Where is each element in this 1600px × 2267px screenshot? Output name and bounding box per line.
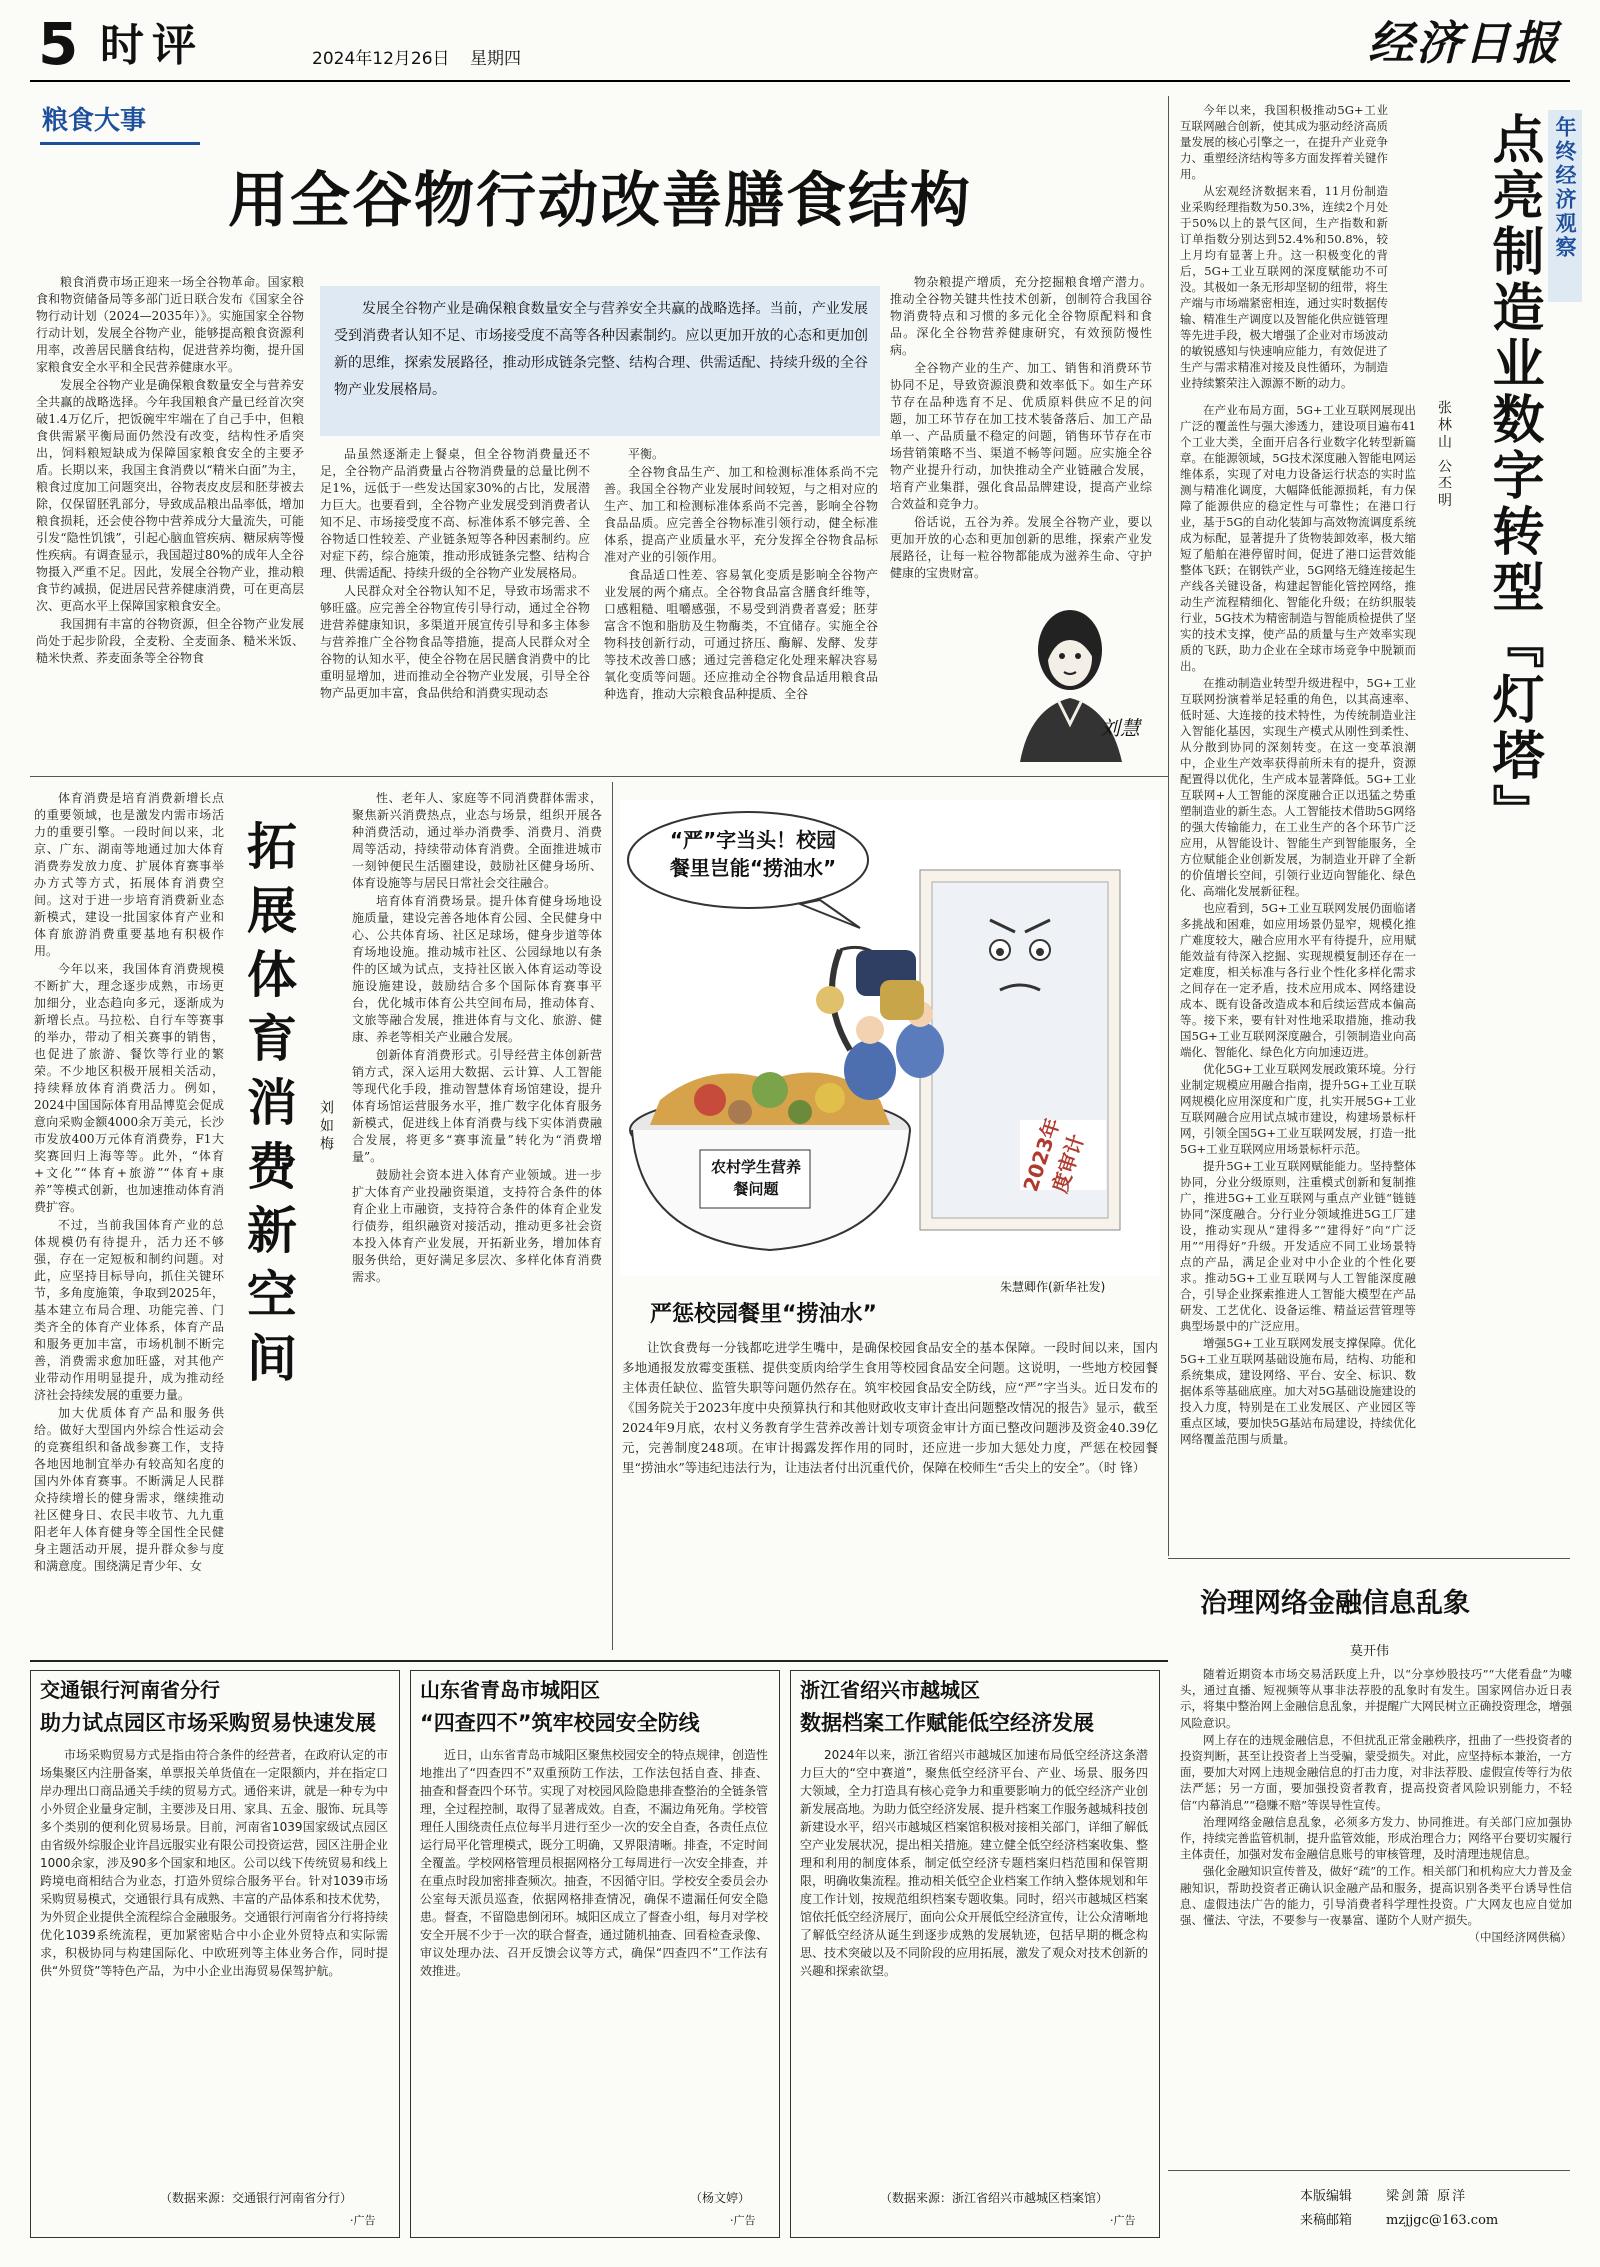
ad3-body: 2024年以来，浙江省绍兴市越城区加速布局低空经济这条潜力巨大的“空中赛道”，聚焦低空经济平台、产业、场景、服务四大领域，全力打造具有核心竞争力和重要影响力的低空经济产业创新发展高地。为助力低空经济发展、提升档案工作服务越城科技创新建设水平，绍兴市越城区档案馆积极对接相关部门，详细了解低空产业发展状况，提出相关措施。建立健全低空经济档案收集、整理和利用的制度体系，制定低空经济专题档案归档范围和保管期限，明确收集流程。推动相关低空企业档案工作纳入整体规划和年度工作计划，按规范组织档案专题收集。同时，绍兴市越城区档案馆依托低空经济展厅，面向公众开展低空经济宣传，让公众清晰地了解低空经济从诞生到逐步成熟的发展轨迹，包括早期的概念构思、技术突破以及不同阶段的应用拓展，激发了观众对技术创新的兴趣和探索欲望。 xyxy=(800,1748,1148,1978)
ad2-body: 近日，山东省青岛市城阳区聚焦校园安全的特点规律，创造性地推出了“四查四不”双重预防工作法，工作法包括自查、排查、抽查和督查四个环节。实现了对校园风险隐患排查整治的全链条管理，全过程控制，取得了显著成效。自查，不漏边角死角。学校管理任人围绕责任点位每半月进行至少一次的安全自查，各责任点位运行局平化管理模式，既分工明确，又界限清晰。排查，不定时间全覆盖。学校网格管理员根据网格分工每周进行一次安全排查，并在重点时段加密排查频次。抽查，不因循守旧。学校安全委员会办公室每天派员巡查，依据网格排查情况，确保不遗漏任何安全隐患。督查，不留隐患倒闭环。城阳区成立了督查小组，每月对学校安全开展不少于一次的联合督查，通过随机抽查、回看检查录像、审议处理办法、召开反馈会议等方式，确保“四查四不”工作法有效推进。 xyxy=(420,1748,768,1978)
grain-col4: 物杂粮提产增质，充分挖掘粮食增产潜力。推动全谷物关键共性技术创新，创制符合我国谷物消费特点和习惯的多元化全谷物原配料和食品。深化全谷物营养健康研究，有效预防慢性病。 全谷物产业的生产、加工、销售和消费环节协同不足，导致资源浪费和效率低下。如生产环节存在品种选育不足、优质原料供应不足的问题，加工环节存在加工技术装备落后、加工产品单一、产品质量不稳定的问题，销售环节存在市场营销策略不当、渠道不畅等问题。应实施全谷物产业提升行动，加快推动全产业链融合发展，培育产业集群，强化食品品牌建设，提高产业综合效益和竞争力。 俗话说，五谷为养。发展全谷物产业，要以更加开放的心态和更加创新的思维，探索产业发展路径，让每一粒谷物都能成为滋养生命、守护健康的宝贵财富。 xyxy=(890,275,1152,580)
manufacturing-lead: 今年以来，我国积极推动5G+工业互联网融合创新，使其成为驱动经济高质量发展的核心引擎之一，在提升产业竞争力、重塑经济结构等多方面发挥着关键作用。 从宏观经济数据来看，11月份制造业采购经理指数为50.3%，连续2个月处于50%以上的景气区间，生产指数和新订单指数分别达到52.4%和50.8%，较上月均有显著上升。这一积极变化的背后，5G+工业互联网的深度赋能功不可没。其极如一条无形却坚韧的纽带，将生产端与市场端紧密相连，通过实时数据传输、精准生产调度以及智能化供应链管理等先进手段，极大增强了企业对市场波动的敏锐感知与快速响应能力，有效促进了生产与需求精准对接及良性循环，为制造业持续繁荣注入源源不断的动力。 xyxy=(1180,103,1388,390)
sports-col2: 性、老年人、家庭等不同消费群体需求，聚焦新兴消费热点，业态与场景，组织开展各种消费活动，通过举办消费季、消费月、消费周等活动，持续带动体育消费。全面推进城市一刻钟便民生活圈建设，鼓励社区健身场所、体育设施等与居民日常社会交往融合。 培育体育消费场景。提升体育健身场地设施质量，建设完善各地体育公园、全民健身中心、公共体育场、社区足球场，健身步道等体育场地设施。推动城市社区、公园绿地以有条件的区域为试点，支持社区嵌入体育运动等设施设施建设，鼓励结合多个国际体育赛事平台，优化城市体育公共空间布局，推动体育、文旅等融合发展，推进体育与文化、旅游、健康、养老等相关产业融合发展。 创新体育消费形式。引导经营主体创新营销方式，深入运用大数据、云计算、人工智能等现代化手段，推动智慧体育场馆建设，提升体育场馆运营服务水平，推广数字化体育服务新模式，促进线上体育消费与线下实体消费融合发展，将更多“赛事流量”转化为“消费增量”。 鼓励社会资本进入体育产业领域。进一步扩大体育产业投融资渠道，支持符合条件的体育企业上市融资，支持符合条件的体育企业发行债券，组织融资对接活动，推动更多社会资本投入体育产业发展，开拓新业务，增加体育服务供给，更好满足多层次、多样化体育消费需求。 xyxy=(352,791,602,1284)
grain-headline: 用全谷物行动改善膳食结构 xyxy=(228,166,972,236)
cartoon-text: 让饮食费每一分钱都吃进学生嘴中，是确保校园食品安全的基本保障。一段时间以来，国内多地通报发放霉变蛋糕、提供变质肉给学生食用等校园食品安全问题。这说明，一些地方校园餐主体责任缺位、监管失职等问题仍然存在。筑牢校园食品安全防线，应“严”字当头。近日发布的《国务院关于2023年度中央预算执行和其他财政收支审计查出问题整改情况的报告》显示，截至2024年9月底，农村义务教育学生营养改善计划专项资金审计方面已整改问题涉及资金40.39亿元，完善制度248项。在审计揭露发挥作用的同时，还应进一步加大惩处力度，严惩在校园餐里“捞油水”等违纪违法行为，让违法者付出沉重代价，保障在校师生“舌尖上的安全”。（时 锋） xyxy=(622,1340,1158,1475)
ad1-body: 市场采购贸易方式是指由符合条件的经营者，在政府认定的市场集聚区内注册备案，单票报关单货值在一定限额内，并在指定口岸办理出口商品通关手续的贸易方式。通俗来讲，就是一种专为中小外贸企业量身定制，主要涉及日用、家具、五金、服饰、玩具等多个类别的便利化贸易场景。目前，河南省1039国家级试点园区由省级外综服企业许昌远服实业有限公司投资运营，园区注册企业1000余家，涉及90多个国家和地区。公司以线下传统贸易和线上跨境电商相结合为业态，打造外贸综合服务平台。针对1039市场采购贸易模式，交通银行具有成熟、丰富的产品体系和技术优势，为外贸企业提供全流程综合金融服务。交通银行河南省分行将持续优化1039系统流程，更加紧密贴合中小企业外贸特点和实际需求，积极协同与构建国际化、中欧班列等主体业务合作，同时提供“外贸贷”等特色产品，为中小企业出海贸易保驾护航。 xyxy=(40,1748,388,1978)
grain-col1: 粮食消费市场正迎来一场全谷物革命。国家粮食和物资储备局等多部门近日联合发布《国家全谷物行动计划（2024—2035年）》。实施国家全谷物行动计划，发展全谷物产业，能够提高粮食资源利用率，改善居民膳食结构，促进营养均衡，提升国家粮食安全水平和全民营养健康水平。 发展全谷物产业是确保粮食数量安全与营养安全共赢的战略选择。今年我国粮食产量已经首次突破1.4万亿斤，把饭碗牢牢端在了自己手中，但粮食供需紧平衡局面仍然没有改变，结构性矛盾突出，饲料粮短缺成为保障国家粮食安全的主要矛盾。长期以来，我国主食消费以“精米白面”为主，粮食过度加工问题突出，谷物表皮皮层和胚芽被去除，仅保留胚乳部分，导致成品粮出品率低，增加粮食损耗，还会使谷物中营养成分大量流失，可能引发“隐性饥饿”，引起心脑血管疾病、糖尿病等慢性疾病。有调查显示，我国超过80%的成年人全谷物摄入严重不足。因此，发展全谷物产业，推动粮食节约减损，促进居民营养健康消费，可在更高层次、更高水平上保障国家粮食安全。 我国拥有丰富的谷物资源，但全谷物产业发展尚处于起步阶段，全麦粉、全麦面条、糙米米饭、糙米快煮、荞麦面条等全谷物食 xyxy=(36,275,304,665)
ad1-tag: ·广告 xyxy=(350,2214,376,2227)
manufacturing-authors: 张林山 公丕明 xyxy=(1436,400,1452,510)
kicker-underline xyxy=(40,142,200,145)
manufacturing-series: 年终经济观察 xyxy=(1548,110,1582,302)
issue-date: 2024年12月26日 xyxy=(312,49,450,69)
ad3-title: 数据档案工作赋能低空经济发展 xyxy=(800,1711,1094,1735)
grain-col3: 平衡。 全谷物食品生产、加工和检测标准体系尚不完善。我国全谷物产业发展时间较短，与之相对应的生产、加工和检测标准体系尚不完善，影响全谷物食品品质。应完善全谷物标准引领行动，健全标准体系，提高产业质量水平，充分发挥全谷物食品标准对产业的引领作用。 食品适口性差、容易氧化变质是影响全谷物产业发展的两个痛点。全谷物食品富含膳食纤维等，口感粗糙、咀嚼感强，不易受到消费者喜爱；胚芽富含不饱和脂肪及生物酶类，不宜储存。实施全谷物科技创新行动，可通过挤压、酶解、发酵、发芽等技术改善口感；通过完善稳定化处理来解决容易氧化变质等问题。还应推动全谷物食品适用粮食品种选育，推动大宗粮食品种提质、全谷 xyxy=(604,447,878,701)
cartoon-speech: “严”字当头！校园餐里岂能“捞油水” xyxy=(669,828,837,880)
cartoon-folder-label: 2023年度审计 xyxy=(1018,1115,1089,1196)
ad1-source: （数据来源：交通银行河南省分行） xyxy=(160,2191,353,2205)
fintech-author: 莫开伟 xyxy=(1350,1644,1390,1659)
footer-editors-label: 本版编辑 xyxy=(1300,2189,1353,2204)
cartoon-bowl-label: 农村学生营养餐问题 xyxy=(710,1158,801,1198)
issue-weekday: 星期四 xyxy=(470,49,521,69)
manufacturing-body-right xyxy=(1426,770,1572,1550)
ad2-title: “四查四不”筑牢校园安全防线 xyxy=(420,1711,700,1735)
ad3-tag: ·广告 xyxy=(1110,2214,1136,2227)
ad1-org: 交通银行河南省分行 xyxy=(40,1678,220,1702)
cartoon-title: 严惩校园餐里“捞油水” xyxy=(650,1302,877,1327)
ad3-source: （数据来源：浙江省绍兴市越城区档案馆） xyxy=(880,2191,1109,2205)
manufacturing-headline: 点亮制造业数字转型『灯塔』 xyxy=(1483,112,1543,840)
ad2-source: （杨文婷） xyxy=(690,2191,751,2205)
ad2-org: 山东省青岛市城阳区 xyxy=(420,1678,600,1702)
grain-kicker: 粮食大事 xyxy=(42,106,147,136)
footer-email-label: 来稿邮箱 xyxy=(1300,2213,1353,2228)
sports-col1: 体育消费是培育消费新增长点的重要领域，也是激发内需市场活力的重要引擎。一段时间以来，北京、广东、湖南等地通过加大体育消费券发放力度、扩展体育赛事举办方式等方式，拓展体育消费空间。这对于进一步培育消费新业态新模式，建设一批国家体育产业和体育旅游消费重要基地有积极作用。 今年以来，我国体育消费规模不断扩大，理念逐步成熟，市场更加细分，业态趋向多元，逐渐成为新增长点。马拉松、自行车等赛事的举办，带动了相关赛事的销售，也促进了旅游、餐饮等行业的繁荣。不少地区积极开展相关活动，持续释放体育消费活力。例如，2024中国国际体育用品博览会促成意向采购金额4000余万美元，长沙市发放400万元体育消费券，F1大奖赛回归上海等等。此外，“体育+文化”“体育+旅游”“体育+康养”等模式创新，也加速推动体育消费扩容。 不过，当前我国体育产业的总体规模仍有待提升，活力还不够强，存在一定短板和制约问题。对此，应坚持目标导向，抓住关键环节，多角度施策，争取到2025年，基本建立布局合理、功能完善、门类齐全的体育产业体系，体育产品和服务更加丰富，市场机制不断完善，消费需求愈加旺盛，对其他产业带动作用明显提升，成为推动经济社会持续发展的重要力量。 加大优质体育产品和服务供给。做好大型国内外综合性运动会的竞赛组织和备战参赛工作，支持各地因地制宜举办有较高知名度的国内外体育赛事。不断满足人民群众持续增长的健身需求，继续推动社区健身日、农民丰收节、九九重阳老年人体育健身等全国性全民健身主题活动开展，提升群众参与度和满意度。围绕满足青少年、女 xyxy=(34,791,224,1573)
ad1-title: 助力试点园区市场采购贸易快速发展 xyxy=(40,1711,376,1735)
manufacturing-body: 在产业布局方面，5G+工业互联网展现出广泛的覆盖性与强大渗透力，建设项目遍布41个工业大类，全面开启各行业数字化转型新篇章。在能源领域，5G技术深度融入智能电网运维体系，实现了对电力设备运行状态的实时监测与精准化调度，大幅降低能源损耗，有力保障了能源供应的稳定性与可靠性；在港口行业，基于5G的自动化装卸与高效物流调度系统成为标配，显著提升了货物装卸效率，极大缩短了船舶在港停留时间，促进了港口运营效能整体飞跃；在钢铁产业，5G网络无缝连接起生产线各关键设备，构建起智能化管控网络，推动生产流程精细化、智能化升级；在纺织服装行业，5G技术为精密制造与智能质检提供了坚实的技术支撑，使产品的质量与生产效率实现质的飞跃，助力企业在全球市场竞争中脱颖而出。 在推动制造业转型升级进程中，5G+工业互联网扮演着举足轻重的角色，以其高速率、低时延、大连接的技术特性，为传统制造业注入智能化基因，实现生产模式从刚性到柔性、从分散到协同的深刻转变。在这一变革浪潮中，企业生产效率获得前所未有的提升，资源配置得以优化，生产成本显著降低。5G+工业互联网+人工智能的深度融合正以迅猛之势重塑制造业的新生态。人工智能技术借助5G网络的强大传输能力，在工业生产的各个环节广泛应用，从智能设计、智能生产到智能服务，全方位赋能企业创新发展，为制造业开辟了全新的价值增长空间，引领行业迈向智能化、绿色化、高端化发展新征程。 也应看到，5G+工业互联网发展仍面临诸多挑战和困难，如应用场景仍显窄，规模化推广难度较大，融合应用水平有待提升，应用赋能效益有待深入挖掘、实现规模复制还存在一定难度，相关标准与各行业个性化多样化需求之间存在一定矛盾，技术应用成本、网络建设成本、既有设备改造成本和后续运营成本偏高等。接下来，要有针对性地采取措施，推动我国5G+工业互联网深度融合，引领制造业向高端化、智能化、绿色化方向加速迈进。 优化5G+工业互联网发展政策环境。分行业制定规模应用融合指南，提升5G+工业互联网规模化应用深度和广度，扎实开展5G+工业互联网融合应用试点城市建设，构建场景标杆网，引领全国5G+工业互联网发展，打造一批5G+工业互联网应用场景标杆示范。 提升5G+工业互联网赋能能力。坚持整体协同，分业分级原则，注重模式创新和复制推广，推进5G+工业互联网与重点产业链“链链协同”深度融合。分行业分领域推进5G工厂建设，推动实现从“建得多”“建得好”向“广泛用”“用得好”升级。开发适应不同工业场景特点的产品，满足企业对中小企业的个性化要求。推动5G+工业互联网与人工智能深度融合，引导企业探索推进人工智能大模型在产品研发、工艺优化、设备运维、精益运营管理等典型场景中的广泛应用。 增强5G+工业互联网发展支撑保障。优化5G+工业互联网基础设施布局，结构、功能和系统集成，建设网络、平台、安全、标识、数据体系等基础底座。加大对5G基础设施建设的投入力度，特别是在工业发展区、产业园区等重点区域，要加快5G基站布局建设，持续优化网络覆盖范围与质量。 xyxy=(1180,403,1416,1446)
footer-editors: 梁剑箫 原洋 xyxy=(1386,2189,1468,2204)
grain-col2: 品虽然逐渐走上餐桌，但全谷物消费量还不足，全谷物产品消费量占谷物消费量的总量比例不足1%，远低于一些发达国家30%的占比，发展潜力巨大。也要看到，全谷物产业发展受到消费者认知不足、市场接受度不高、标准体系不够完善、全谷物适口性较差、产业链条短等各种因素制约。应对症下药，综合施策，推动形成链条完整、结构合理、供需适配、持续升级的全谷物产业发展格局。 人民群众对全谷物认知不足，导致市场需求不够旺盛。应完善全谷物宣传引导行动，通过全谷物进营养健康知识，多渠道开展宣传引导和多主体参与营养推广全谷物食品等措施，提高人民群众对全谷物的认知水平，使全谷物在居民膳食消费中的比重明显增加，进而推动全谷物产业发展，引导全谷物产品更加丰富，食品供给和消费实现动态 xyxy=(320,447,590,700)
ad2-tag: ·广告 xyxy=(730,2214,756,2227)
fintech-headline: 治理网络金融信息乱象 xyxy=(1200,1588,1470,1619)
fintech-body: 随着近期资本市场交易活跃度上升，以“分享炒股技巧”“大佬看盘”为噱头，通过直播、短视频等从事非法荐股的乱象时有发生。国家网信办近日表示，将集中整治网上金融信息乱象，并提醒广大网民树立正确投资理念，增强风险意识。 网上存在的违规金融信息，不但扰乱正常金融秩序，扭曲了一些投资者的投资判断，甚至让投资者上当受骗，蒙受损失。对此，应坚持标本兼治，一方面，要加大对网上违规金融信息的打击力度，对非法荐股、虚假宣传等行为依法严惩；另一方面，要加强投资者教育，提高投资者风险识别能力，不轻信“内幕消息”“稳赚不赔”等误导性宣传。 治理网络金融信息乱象，必须多方发力、协同推进。有关部门应加强协作，持续完善监管机制，提升监管效能，形成治理合力；网络平台要切实履行主体责任，加强对发布金融信息账号的审核管理，及时清理违规信息。 强化金融知识宣传普及，做好“疏”的工作。相关部门和机构应大力普及金融知识，帮助投资者正确认识金融产品和服务，提高识别各类平台诱导性信息、虚假违法广告的能力，引导消费者科学理性投资。广大网友也应自觉加强、懂法、守法，不要参与一夜暴富、谨防个人财产损失。 （中国经济网供稿） xyxy=(1180,1667,1572,1945)
author-portrait-caption: 刘慧 xyxy=(1100,716,1140,740)
masthead-rule xyxy=(30,80,1570,82)
page-number: 5 xyxy=(38,10,79,78)
section-name: 时评 xyxy=(100,20,204,71)
cartoon-credit: 朱慧卿作(新华社发) xyxy=(1000,1280,1106,1294)
footer-email[interactable]: mzjjgc@163.com xyxy=(1386,2213,1499,2228)
ad3-org: 浙江省绍兴市越城区 xyxy=(800,1678,980,1702)
grain-intro: 发展全谷物产业是确保粮食数量安全与营养安全共赢的战略选择。当前，产业发展受到消费者认知不足、市场接受度不高等各种因素制约。应以更加开放的心态和更加创新的思维，探索发展路径，推动形成链条完整、结构合理、供需适配、持续升级的全谷物产业发展格局。 xyxy=(334,301,868,398)
sports-headline: 拓展体育消费新空间 xyxy=(239,820,297,1396)
paper-logo: 经济日报 xyxy=(1368,16,1560,70)
sports-author: 刘如梅 xyxy=(318,1100,334,1154)
